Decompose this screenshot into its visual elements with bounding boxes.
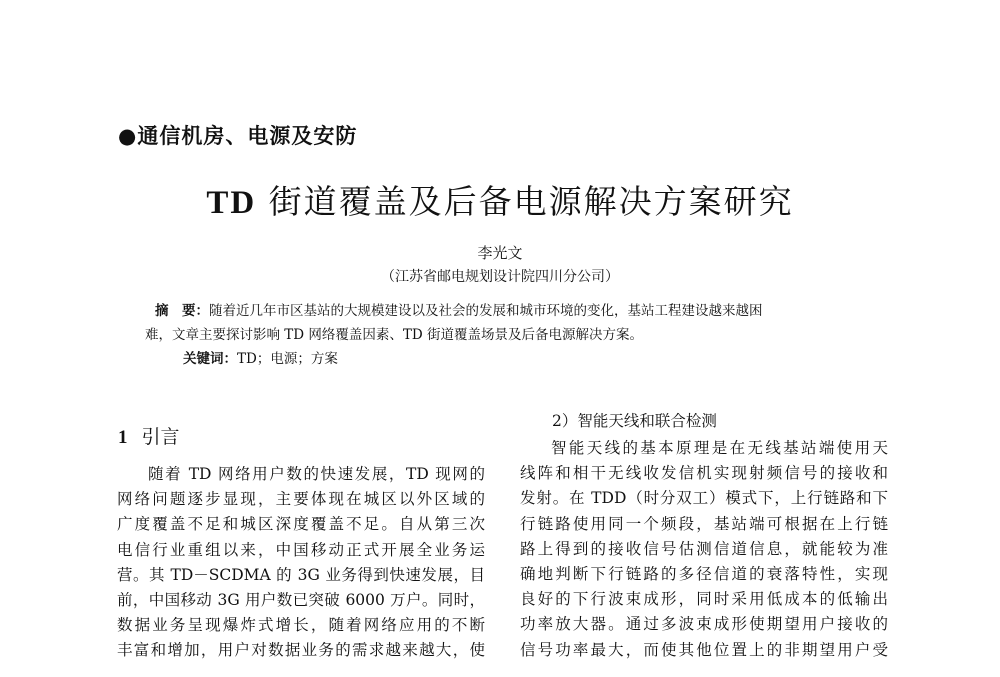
paragraph-line: 线阵和相干无线收发信机实现射频信号的接收和 <box>520 464 888 483</box>
paragraph-line: 电信行业重组以来，中国移动正式开展全业务运 <box>117 540 485 559</box>
abstract <box>145 299 855 347</box>
subsection-heading: 2）智能天线和联合检测 <box>552 412 717 430</box>
paragraph-line: 发射。在 TDD（时分双工）模式下，上行链路和下 <box>520 489 888 508</box>
left-column <box>117 462 485 664</box>
section-title: 引言 <box>141 426 180 448</box>
paragraph-line: 随着 TD 网络用户数的快速发展，TD 现网的 <box>148 465 485 483</box>
keywords-label: 关键词： <box>183 351 237 367</box>
right-column <box>520 436 888 663</box>
paragraph-line: 网络问题逐步显现，主要体现在城区以外区域的 <box>117 490 485 509</box>
paragraph-line: 功率放大器。通过多波束成形使期望用户接收的 <box>520 615 888 634</box>
abstract-line-1: 随着近几年市区基站的大规模建设以及社会的发展和城市环境的变化，基站工程建设越来越困 <box>209 303 763 319</box>
page-title <box>0 176 1000 223</box>
keywords-text: TD；电源；方案 <box>237 351 338 367</box>
paragraph-line: 营。其 TD－SCDMA 的 3G 业务得到快速发展，目 <box>117 565 485 584</box>
paragraph-line: 智能天线的基本原理是在无线基站端使用天 <box>551 439 888 457</box>
paragraph-line: 数据业务呈现爆炸式增长，随着网络应用的不断 <box>117 616 485 635</box>
author: 李光文 <box>477 244 523 262</box>
title-latin: TD <box>206 185 257 221</box>
affiliation: （江苏省邮电规划设计院四川分公司） <box>381 269 619 285</box>
title-text: 街道覆盖及后备电源解决方案研究 <box>256 182 794 221</box>
paragraph-line: 丰富和增加，用户对数据业务的需求越来越大，使 <box>117 641 485 660</box>
section-number: 1 <box>118 427 128 448</box>
paragraph-line: 良好的下行波束成形，同时采用低成本的低输出 <box>520 590 888 609</box>
keywords <box>183 347 338 367</box>
paragraph-line: 行链路使用同一个频段，基站端可根据在上行链 <box>520 514 888 533</box>
section-tag: ●通信机房、电源及安防 <box>118 124 358 148</box>
paragraph-line: 信号功率最大，而使其他位置上的非期望用户受 <box>520 640 888 659</box>
paragraph-line: 前，中国移动 3G 用户数已突破 6000 万户。同时， <box>117 591 485 610</box>
abstract-line-2: 难，文章主要探讨影响 TD 网络覆盖因素、TD 街道覆盖场景及后备电源解决方案。 <box>145 327 644 343</box>
section-heading <box>118 422 180 449</box>
paragraph-line: 路上得到的接收信号估测信道信息，就能较为准 <box>520 539 888 558</box>
paragraph-line: 广度覆盖不足和城区深度覆盖不足。自从第三次 <box>117 515 485 534</box>
abstract-label: 摘 要： <box>155 303 209 319</box>
paragraph-line: 确地判断下行链路的多径信道的衰落特性，实现 <box>520 565 888 584</box>
